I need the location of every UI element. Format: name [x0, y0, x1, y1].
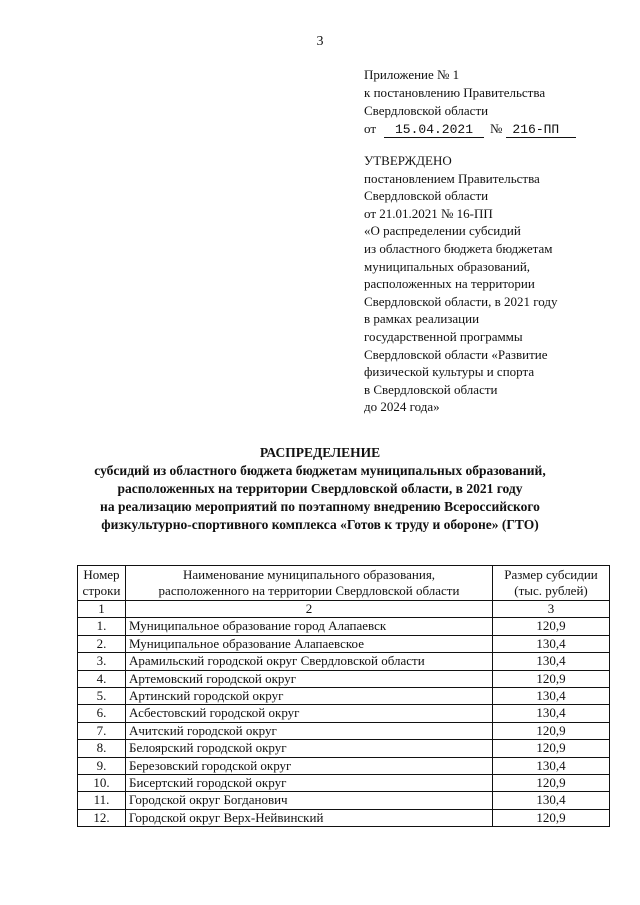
approved-line: Свердловской области, в 2021 году [364, 293, 558, 309]
row-number-cell: 3. [78, 653, 126, 670]
approved-line: физической культуры и спорта [364, 364, 535, 380]
table-row [78, 653, 610, 670]
row-number-cell: 2. [78, 635, 126, 652]
row-number-cell: 7. [78, 722, 126, 739]
appendix-date-number-line [364, 120, 576, 138]
municipality-cell: Арамильский городской округ Свердловской области [126, 653, 493, 670]
document-title [60, 444, 580, 534]
approved-line: из областного бюджета бюджетам [364, 240, 553, 256]
approved-line: государственной программы [364, 328, 523, 344]
approved-block [364, 152, 557, 416]
approved-line: «О распределении субсидий [364, 223, 521, 239]
municipality-cell: Муниципальное образование город Алапаевск [126, 618, 493, 635]
page-number: 3 [316, 34, 324, 49]
approved-line: до 2024 года» [364, 399, 440, 415]
approved-line: Свердловской области [364, 188, 489, 204]
row-number-cell: 6. [78, 705, 126, 722]
header-municipality [126, 566, 493, 601]
row-number-cell: 12. [78, 809, 126, 826]
approved-line: от 21.01.2021 № 16-ПП [364, 205, 493, 221]
municipality-cell: Артинский городской округ [126, 688, 493, 705]
index-cell: 1 [78, 601, 126, 618]
appendix-line: к постановлению Правительства [364, 85, 546, 100]
header-row-number [78, 566, 126, 601]
municipality-cell: Городской округ Верх-Нейвинский [126, 809, 493, 826]
title-line: на реализацию мероприятий по поэтапному внедрению Всероссийского [100, 499, 540, 514]
table-row [78, 688, 610, 705]
approved-line: в рамках реализации [364, 311, 480, 327]
amount-cell: 130,4 [493, 792, 610, 809]
title-heading: РАСПРЕДЕЛЕНИЕ [259, 445, 381, 460]
from-label: от [364, 121, 377, 136]
approved-line: в Свердловской области [364, 381, 498, 397]
row-number-cell: 10. [78, 775, 126, 792]
header-text: Размер субсидии [504, 567, 598, 582]
number-label: № [490, 121, 503, 136]
amount-cell: 130,4 [493, 653, 610, 670]
table-row [78, 722, 610, 739]
amount-cell: 120,9 [493, 670, 610, 687]
municipality-cell: Ачитский городской округ [126, 722, 493, 739]
header-subsidy-amount [493, 566, 610, 601]
amount-cell: 130,4 [493, 635, 610, 652]
table-row [78, 705, 610, 722]
municipality-cell: Белоярский городской округ [126, 740, 493, 757]
title-line: субсидий из областного бюджета бюджетам муниципальных образований, [94, 463, 546, 478]
amount-cell: 120,9 [493, 722, 610, 739]
amount-cell: 120,9 [493, 809, 610, 826]
row-number-cell: 1. [78, 618, 126, 635]
amount-cell: 120,9 [493, 618, 610, 635]
municipality-cell: Бисертский городской округ [126, 775, 493, 792]
column-index-row [78, 601, 610, 618]
amount-cell: 130,4 [493, 757, 610, 774]
row-number-cell: 4. [78, 670, 126, 687]
amount-cell: 130,4 [493, 688, 610, 705]
appendix-line: Свердловской области [364, 103, 489, 118]
resolution-date: 15.04.2021 [384, 122, 484, 138]
row-number-cell: 9. [78, 757, 126, 774]
amount-cell: 120,9 [493, 740, 610, 757]
table-row [78, 792, 610, 809]
table-row [78, 618, 610, 635]
table-row [78, 670, 610, 687]
table-row [78, 635, 610, 652]
resolution-number: 216-ПП [506, 122, 576, 138]
header-text: Наименование муниципального образования, [182, 567, 436, 582]
appendix-title: Приложение № 1 [364, 67, 460, 82]
municipality-cell: Асбестовский городской округ [126, 705, 493, 722]
index-cell: 3 [493, 601, 610, 618]
title-line: расположенных на территории Свердловской области, в 2021 году [117, 481, 523, 496]
row-number-cell: 8. [78, 740, 126, 757]
municipality-cell: Городской округ Богданович [126, 792, 493, 809]
approved-heading: УТВЕРЖДЕНО [364, 153, 452, 168]
header-text: строки [82, 583, 121, 598]
municipality-cell: Муниципальное образование Алапаевское [126, 635, 493, 652]
approved-line: муниципальных образований, [364, 258, 531, 274]
table-row [78, 740, 610, 757]
row-number-cell: 11. [78, 792, 126, 809]
approved-line: расположенных на территории [364, 276, 535, 292]
approved-line: Свердловской области «Развитие [364, 346, 548, 362]
index-cell: 2 [126, 601, 493, 618]
header-text: (тыс. рублей) [514, 583, 588, 598]
row-number-cell: 5. [78, 688, 126, 705]
municipality-cell: Артемовский городской округ [126, 670, 493, 687]
municipality-cell: Березовский городской округ [126, 757, 493, 774]
table-row [78, 775, 610, 792]
subsidy-table [77, 565, 610, 827]
appendix-block [364, 66, 576, 138]
table-row [78, 809, 610, 826]
amount-cell: 130,4 [493, 705, 610, 722]
header-text: Номер [83, 567, 120, 582]
title-line: физкультурно-спортивного комплекса «Готов к труду и обороне» (ГТО) [101, 517, 539, 532]
amount-cell: 120,9 [493, 775, 610, 792]
header-text: расположенного на территории Свердловской области [158, 583, 460, 598]
approved-line: постановлением Правительства [364, 170, 540, 186]
table-row [78, 757, 610, 774]
table-header-row [78, 566, 610, 601]
